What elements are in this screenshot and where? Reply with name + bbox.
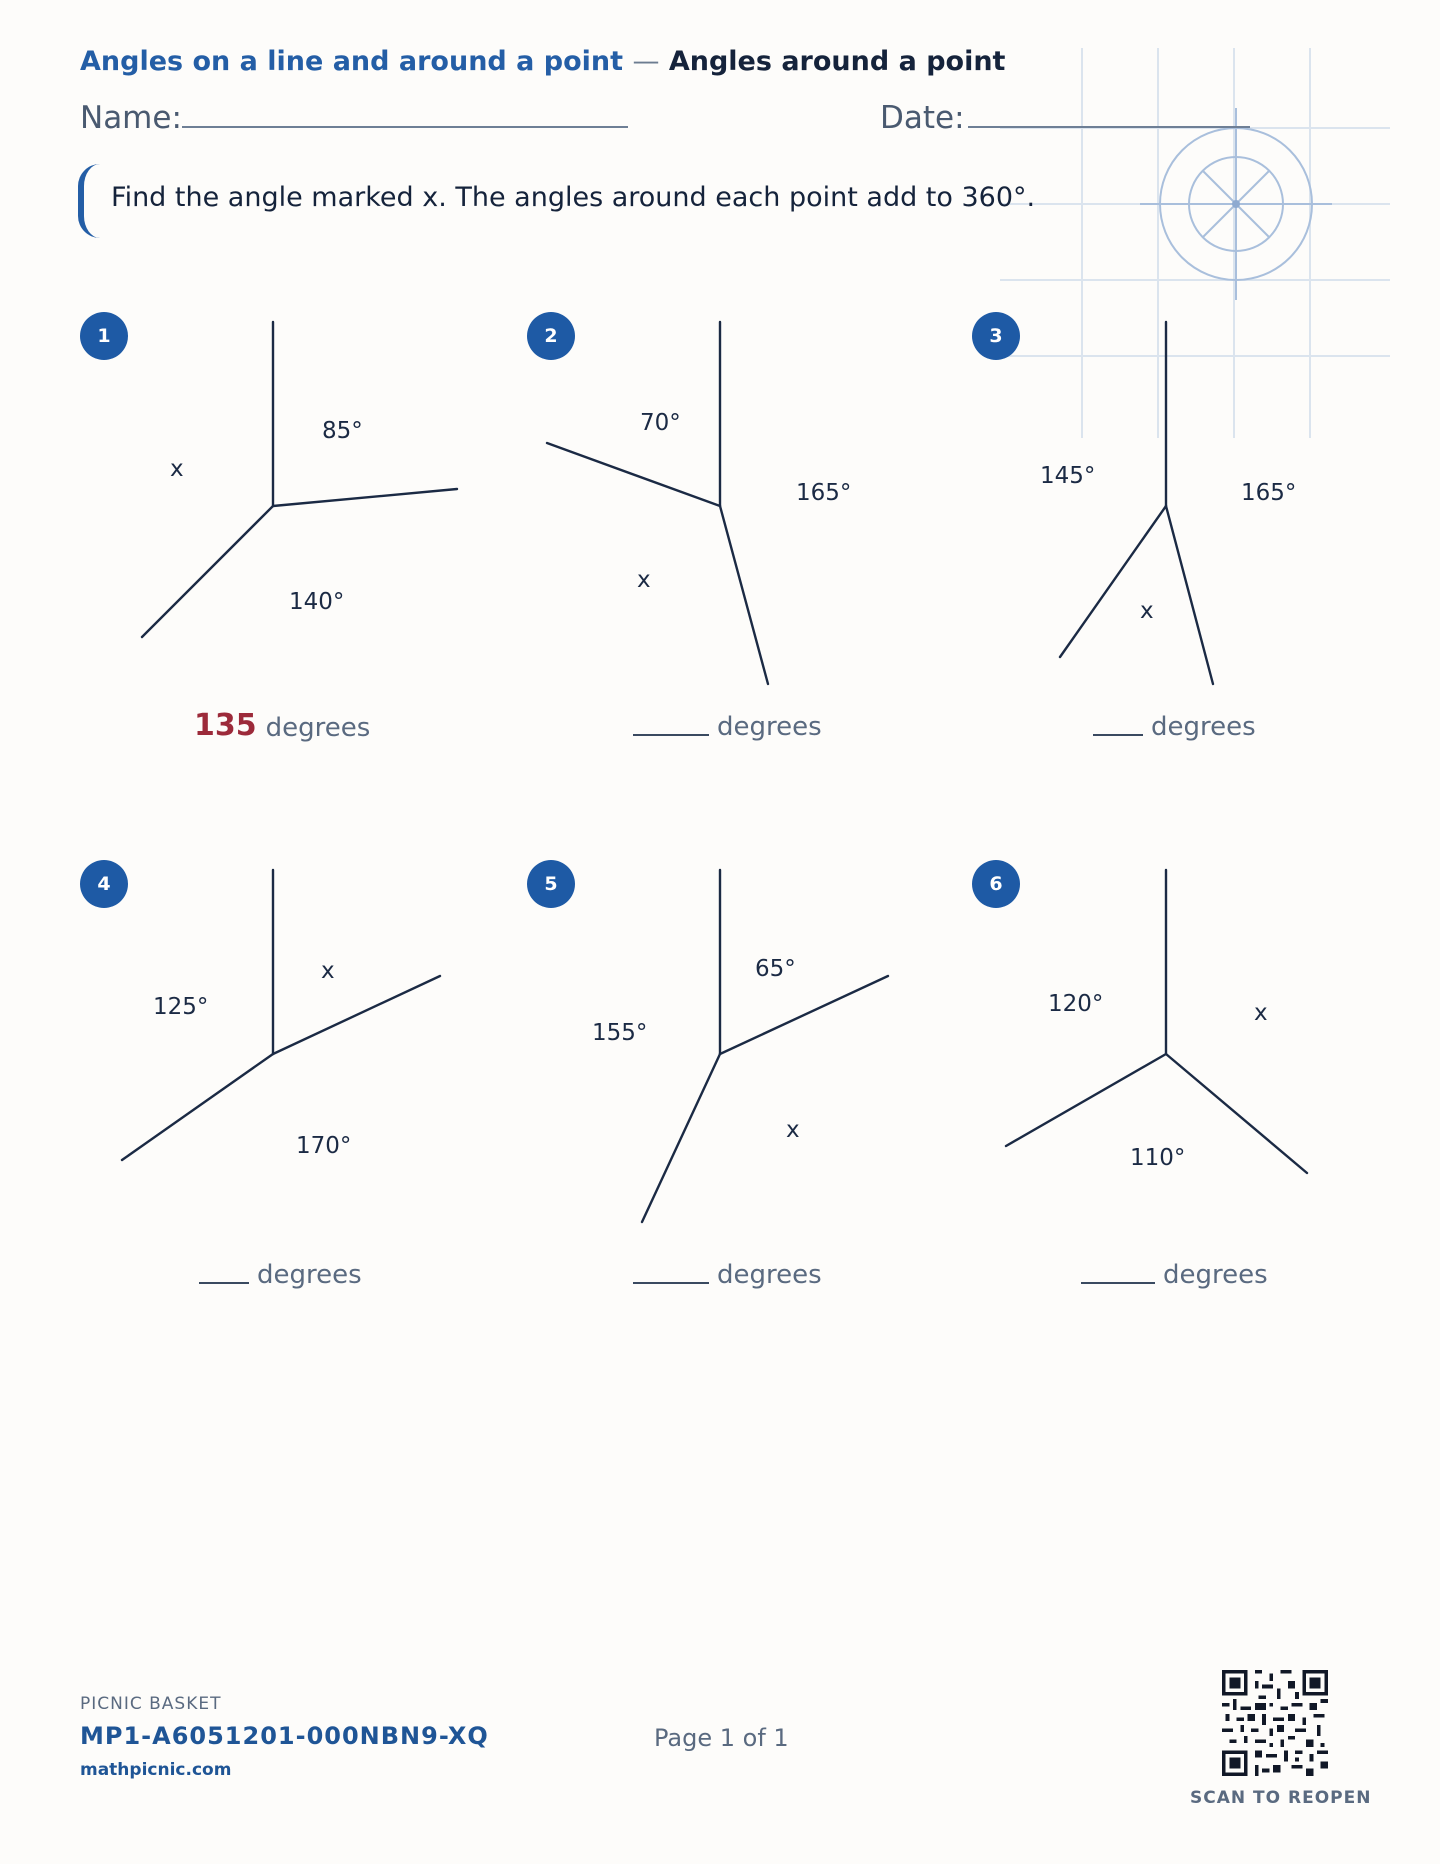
- ray: [273, 976, 440, 1054]
- angle-label: x: [170, 456, 184, 482]
- ray: [122, 1054, 273, 1160]
- ray: [273, 489, 457, 506]
- answer-1[interactable]: [194, 708, 370, 743]
- problem-badge-6: 6: [972, 860, 1020, 908]
- problem-badge-5: 5: [527, 860, 575, 908]
- title-subtopic: Angles around a point: [668, 46, 1006, 77]
- answer-blank[interactable]: [633, 734, 709, 736]
- angle-label: 145°: [1040, 463, 1096, 489]
- angle-label: x: [786, 1117, 800, 1143]
- title-separator: —: [632, 46, 660, 77]
- answer-5[interactable]: [633, 1260, 822, 1290]
- ray: [1166, 1054, 1307, 1173]
- site-link[interactable]: mathpicnic.com: [80, 1760, 232, 1780]
- problem-badge-4: 4: [80, 860, 128, 908]
- answer-blank[interactable]: [1081, 1282, 1155, 1284]
- angle-label: 165°: [1241, 480, 1297, 506]
- qr-code-icon[interactable]: [1222, 1670, 1328, 1776]
- angle-label: 70°: [640, 410, 681, 436]
- date-label: Date:: [880, 100, 965, 136]
- ray: [720, 506, 768, 684]
- answer-2[interactable]: [633, 712, 822, 742]
- angle-label: x: [321, 958, 335, 984]
- ray: [642, 1054, 720, 1222]
- angle-label: 165°: [796, 480, 852, 506]
- problem-badge-1: 1: [80, 312, 128, 360]
- answer-6[interactable]: [1081, 1260, 1268, 1290]
- ray: [1060, 506, 1166, 657]
- qr-label: SCAN TO REOPEN: [1190, 1788, 1372, 1808]
- answer-blank[interactable]: [199, 1282, 249, 1284]
- answer-blank[interactable]: [1093, 734, 1143, 736]
- instruction-text: Find the angle marked x. The angles around each point add to 360°.: [111, 182, 1036, 213]
- angle-label: 140°: [289, 589, 345, 615]
- angle-label: x: [637, 567, 651, 593]
- answer-unit: degrees: [265, 713, 371, 743]
- ray: [1166, 506, 1213, 684]
- answer-unit: degrees: [1163, 1260, 1268, 1290]
- ray: [547, 443, 720, 506]
- answer-unit: degrees: [717, 712, 822, 742]
- worksheet-code: MP1-A6051201-000NBN9-XQ: [80, 1722, 489, 1750]
- angle-label: 65°: [755, 956, 796, 982]
- angle-label: 155°: [592, 1020, 648, 1046]
- angle-label: 110°: [1130, 1145, 1186, 1171]
- page-number: Page 1 of 1: [654, 1724, 789, 1752]
- angle-label: x: [1140, 598, 1154, 624]
- answer-4[interactable]: [199, 1260, 362, 1290]
- angle-label: 85°: [322, 418, 363, 444]
- name-label: Name:: [80, 100, 182, 136]
- problem-badge-2: 2: [527, 312, 575, 360]
- problem-badge-3: 3: [972, 312, 1020, 360]
- answer-value: 135: [194, 708, 257, 743]
- angle-label: 170°: [296, 1133, 352, 1159]
- answer-3[interactable]: [1093, 712, 1256, 742]
- answer-unit: degrees: [257, 1260, 362, 1290]
- ray: [1006, 1054, 1166, 1146]
- angle-label: 125°: [153, 994, 209, 1020]
- footer-brand: PICNIC BASKET: [80, 1694, 222, 1714]
- title-topic: Angles on a line and around a point: [80, 46, 624, 77]
- ray: [142, 506, 273, 637]
- answer-unit: degrees: [717, 1260, 822, 1290]
- ray: [720, 976, 888, 1054]
- angle-label: 120°: [1048, 991, 1104, 1017]
- answer-unit: degrees: [1151, 712, 1256, 742]
- angle-label: x: [1254, 1000, 1268, 1026]
- answer-blank[interactable]: [633, 1282, 709, 1284]
